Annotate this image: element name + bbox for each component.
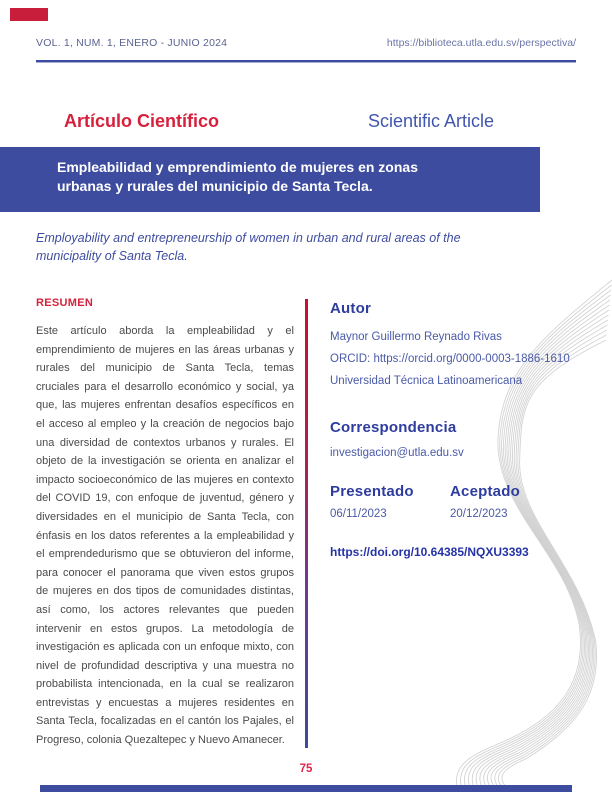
abstract-heading: RESUMEN [36,297,94,309]
journal-site-link[interactable]: https://biblioteca.utla.edu.sv/perspectiva/ [386,37,576,49]
title-banner [0,147,540,212]
correspondence-email-link[interactable]: investigacion@utla.edu.sv [330,447,464,459]
author-section-heading: Autor [330,300,371,317]
column-divider-line [305,299,308,748]
article-title-spanish: Empleabilidad y emprendimiento de mujeres en zonas urbanas y rurales del municipio de Santa Tecla. [57,159,418,194]
doi-link[interactable]: https://doi.org/10.64385/NQXU3393 [330,545,529,559]
article-title-english: Employability and entrepreneurship of women in urban and rural areas of the municipality of Santa Tecla. [36,231,461,263]
article-type-english: Scientific Article [368,111,495,131]
page-number: 75 [299,763,313,775]
journal-issue-label: VOL. 1, NUM. 1, ENERO - JUNIO 2024 [36,37,228,49]
header-divider-rule [36,60,576,63]
submitted-heading: Presentado [330,483,414,500]
article-type-spanish: Artículo Científico [64,111,220,131]
abstract-text: Este artículo aborda la empleabilidad y el emprendimiento de mujeres en las áreas urbanas y rurales del municipio de Santa Tecla, temas cruciales para el desarrollo económico y social, ya que, las mujeres enfrentan desafíos específicos en el acceso al empleo y la creación de negocios bajo una diversidad de contextos urbanos y rurales. El objeto de la investigación se orienta en analizar el impacto socioeconómico de las mujeres en contexto del COVID 19, con enfoque de juventud, género y diversidades en el municipio de Santa Tecla, con énfasis en los datos referentes a la empleabilidad y el emprendedurismo que se obtuvieron del informe, para conocer el panorama que viven estos grupos de mujeres en dos tipos de comunidades distintas, así como, los actores relevantes que pueden intervenir en estos grupos. La metodología de investigación es aplicada con un enfoque mixto, con nivel de profundidad descriptiva y una muestra no probabilista intencionada, en la cual se realizaron entrevistas y encuestas a mujeres residentes en Santa Tecla, focalizadas en el cantón los Pajales, el Progreso, colonia Quezaltepec y Nuevo Amanecer. [36,325,294,747]
author-affiliation: Universidad Técnica Latinoamericana [330,375,523,387]
accepted-heading: Aceptado [450,483,520,500]
author-name: Maynor Guillermo Reynado Rivas [330,331,502,343]
author-orcid-link[interactable]: ORCID: https://orcid.org/0000-0003-1886-1610 [330,353,570,365]
accepted-date: 20/12/2023 [450,508,508,520]
submitted-date: 06/11/2023 [330,508,387,520]
footer-accent-bar [40,785,572,792]
corner-accent-mark [10,8,48,21]
correspondence-section-heading: Correspondencia [330,419,457,436]
